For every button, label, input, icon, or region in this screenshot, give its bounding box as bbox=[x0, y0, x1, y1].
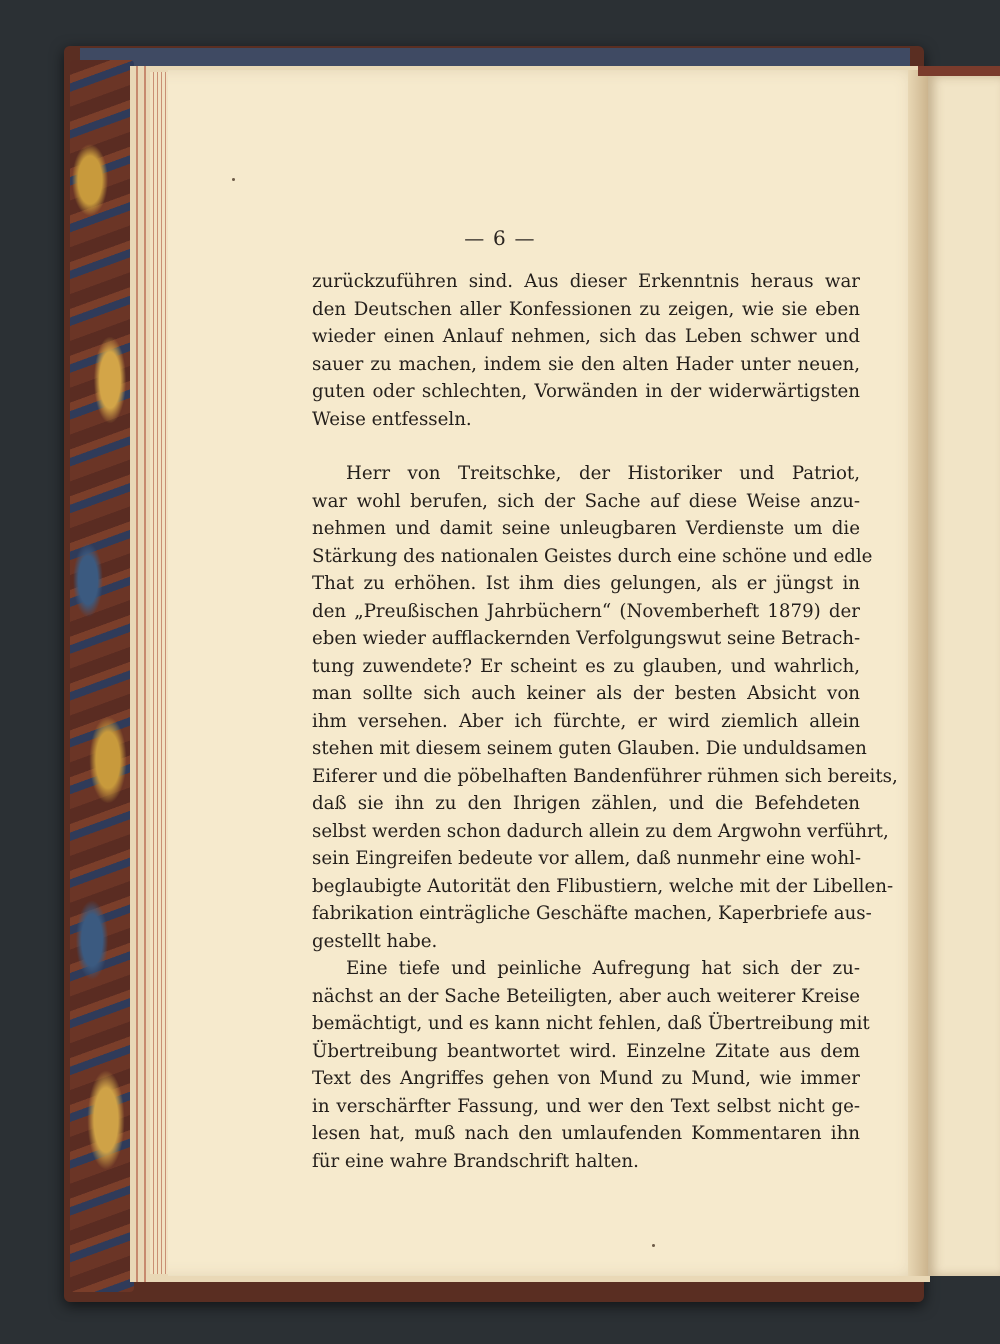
text-line: nehmen und damit seine unleugbaren Verdienste um die bbox=[312, 518, 860, 539]
facing-page bbox=[928, 76, 1000, 1276]
text-line: bemächtigt, und es kann nicht fehlen, daß Übertreibung mit bbox=[312, 1013, 870, 1034]
text-line: den Deutschen aller Konfessionen zu zeigen, wie sie eben bbox=[312, 298, 860, 320]
text-line: Eiferer und die pöbelhaften Bandenführer rühmen sich bereits, bbox=[312, 765, 898, 787]
text-line: Übertreibung beantwortet wird. Einzelne Zitate aus dem bbox=[312, 1040, 860, 1062]
next-page-edge bbox=[918, 66, 1000, 76]
text-line: sein Eingreifen bedeute vor allem, daß nunmehr eine wohl- bbox=[312, 848, 862, 869]
text-line: man sollte sich auch keiner als der besten Absicht von bbox=[312, 683, 860, 704]
page-edges bbox=[150, 72, 168, 1274]
body-text bbox=[312, 268, 898, 1175]
text-line: guten oder schlechten, Vorwänden in der widerwärtigsten bbox=[312, 381, 860, 402]
text-line: ihm versehen. Aber ich fürchte, er wird ziemlich allein bbox=[312, 710, 860, 732]
text-line: den „Preußischen Jahrbüchern“ (Novemberheft 1879) der bbox=[312, 600, 860, 622]
text-line: stehen mit diesem seinem guten Glauben. Die unduldsamen bbox=[312, 738, 867, 759]
text-line: selbst werden schon dadurch allein zu dem Argwohn verführt, bbox=[312, 820, 889, 842]
text-line: zurückzuführen sind. Aus dieser Erkenntnis heraus war bbox=[312, 271, 860, 292]
page-number: — 6 — bbox=[464, 226, 536, 250]
paper-speck bbox=[652, 1244, 655, 1247]
text-line: war wohl berufen, sich der Sache auf diese Weise anzu- bbox=[312, 490, 860, 512]
text-line: in verschärfter Fassung, und wer den Text selbst nicht ge- bbox=[312, 1095, 860, 1117]
text-line: lesen hat, muß nach den umlaufenden Kommentaren ihn bbox=[312, 1123, 860, 1144]
text-line: tung zuwendete? Er scheint es zu glauben, und wahrlich, bbox=[312, 655, 860, 677]
paragraph-gap bbox=[312, 433, 860, 460]
text-line: That zu erhöhen. Ist ihm dies gelungen, als er jüngst in bbox=[312, 573, 860, 594]
text-line: Text des Angriffes gehen von Mund zu Mund, wie immer bbox=[312, 1068, 860, 1089]
text-line: für eine wahre Brandschrift halten. bbox=[312, 1150, 639, 1172]
text-line: Herr von Treitschke, der Historiker und Patriot, bbox=[346, 463, 860, 484]
text-line: daß sie ihn zu den Ihrigen zählen, und die Befehdeten bbox=[312, 793, 860, 814]
text-line: sauer zu machen, indem sie den alten Hader unter neuen, bbox=[312, 353, 860, 375]
text-line: beglaubigte Autorität den Flibustiern, welche mit der Libellen- bbox=[312, 875, 894, 897]
book-gutter bbox=[908, 70, 930, 1276]
paper-speck bbox=[232, 178, 235, 181]
text-line: Eine tiefe und peinliche Aufregung hat sich der zu- bbox=[346, 958, 860, 979]
text-line: fabrikation einträgliche Geschäfte machen, Kaperbriefe aus- bbox=[312, 903, 872, 924]
text-line: Stärkung des nationalen Geistes durch eine schöne und edle bbox=[312, 545, 873, 567]
text-line: gestellt habe. bbox=[312, 930, 438, 952]
text-line: eben wieder aufflackernden Verfolgungswut seine Betrach- bbox=[312, 628, 861, 649]
text-line: nächst an der Sache Beteiligten, aber auch weiterer Kreise bbox=[312, 985, 860, 1007]
text-line: Weise entfesseln. bbox=[312, 408, 472, 430]
text-line: wieder einen Anlauf nehmen, sich das Leben schwer und bbox=[312, 326, 860, 347]
